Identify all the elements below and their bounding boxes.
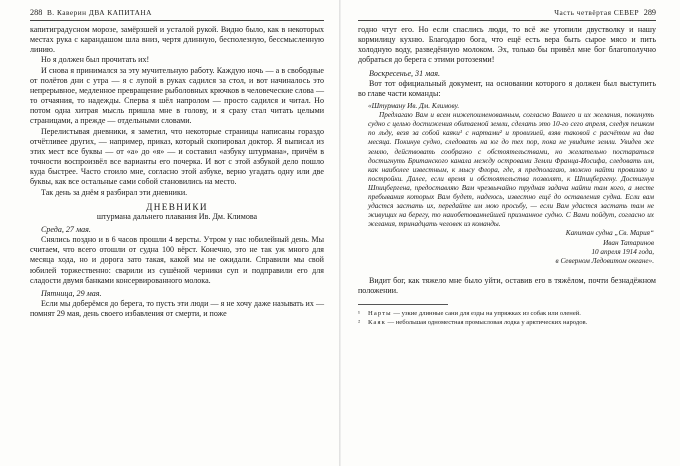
- paragraph: Если мы доберёмся до берега, то пусть эти люди — я не хочу даже называть их — помнят 29 мая, день своего избавления от смерти, и поже: [30, 299, 324, 319]
- left-page-number-and-title: [30, 8, 152, 17]
- footnote-term: Нарты: [368, 310, 392, 318]
- paragraph: годно чтут его. Но если спаслись люди, то всё же утопили двустволку и нашу кормилицу кухню. Благодарю бога, что ещё есть вера быть сырое мясо и пить холодную воду, разведённую молоком. Эх, только бы привёл мне бог благополучно добраться до берега с этими ротозеями!: [358, 25, 656, 65]
- footnote-mark: ²: [358, 319, 360, 327]
- diary-date: Воскресенье, 31 мая.: [369, 68, 441, 78]
- right-running-title: Часть четвёртая СЕВЕР: [554, 8, 640, 17]
- footnote-term: Каяк: [368, 319, 386, 327]
- paragraph: капитиградусном морозе, замёрзшей и усталой рукой. Видно было, как в некоторых местах рука с карандашом шла вниз, чертя длинную, бесполезную, бессмысленную линию.: [30, 25, 324, 55]
- letter-signature-line: 10 апреля 1914 года,: [591, 247, 654, 256]
- letter-body: Предлагаю Вам и всем нижепоименованным, согласно Вашего и их желания, покинуть судно с целью достижения обитаемой земли, сделать это 10-го сего апреля, следуя пешком по льду, везя за собой каяки¹ с нартами² и провизией, взяв таковой с расчётом на два месяца. Покинув судно, следовать на юг до тех пор, пока не увидите земли. Увидев же землю, действовать сообразно с обстоятельствами, но желательно постараться достигнуть Британского канала между островами Земли Франца-Иосифа, следовать им, как наиболее известным, к мысу Флора, где, я предполагаю, можно найти провизию и постройки. Далее, если время и обстоятельства позволят, к Шпицбергену. Достигнув Шпицбергена, предоставляю Вам чрезвычайно трудная задача найти там кого, а месте пребывания которых Вам будет, надеюсь, известно ещё до оставления судна. Если вам удастся застать их, передайте им мою просьбу, — если Вам удастся застать там не живущих на берегу, то наиобетованнейшей признанное судно. С Вами пойдут, согласно их желания, тринадцать человек из команды.: [368, 111, 654, 229]
- paragraph: Видит бог, как тяжело мне было уйти, оставив его в тяжёлом, почти безнадёжном положении.: [358, 275, 656, 295]
- captain-letter: [368, 102, 654, 266]
- left-page-number: 288: [30, 8, 43, 17]
- diary-date: Пятница, 29 мая.: [41, 288, 102, 298]
- letter-signature-line: в Северном Ледовитом океане».: [555, 256, 654, 265]
- paragraph: Вот тот официальный документ, на основании которого я должен был выступить во главе части команды:: [358, 78, 656, 98]
- letter-signature-line: Иван Татаринов: [603, 238, 654, 247]
- footnote: [358, 309, 656, 318]
- left-running-title: В. Каверин ДВА КАПИТАНА: [46, 8, 152, 17]
- paragraph: Но я должен был прочитать их!: [41, 55, 150, 65]
- footnote: [358, 318, 656, 327]
- right-page: [340, 0, 680, 466]
- right-running-head: [358, 8, 656, 21]
- diary-date: Среда, 27 мая.: [41, 224, 91, 234]
- paragraph: Так день за днём я разбирал эти дневники.: [41, 187, 188, 197]
- right-title-and-number: [554, 8, 656, 17]
- paragraph: Перелистывая дневники, я заметил, что некоторые страницы написаны гораздо отчётливее других, — например, приказ, который скопировал доктор. Я выписал из этих мест все буквы — от «а» до «я» — и составил «азбуку штурмана», причём в точности воспроизвёл все варианты его почерка. И вот с этой азбукой дело пошло куда быстрее. Часто стоило мне, согласно этой азбуке, верно угадать одну или две буквы, как все остальные сами собой становились на место.: [30, 126, 324, 187]
- paragraph: Снялись поздно и в 6 часов прошли 4 версты. Утром у нас юбилейный день. Мы считаем, что всего отошли от судна 100 вёрст. Конечно, это не так уж много для месяца хода, но и дорога зато такая, какой мы не ожидали. Справили мы свой юбилей торжественно: сварили из сушёной черники суп и подправили его для сладости двумя банками консервированного молока.: [30, 235, 324, 285]
- diary-heading: ДНЕВНИКИ: [146, 201, 208, 212]
- letter-signature-line: Капитан судна „Св. Мария“: [565, 229, 654, 238]
- right-page-number: 289: [643, 8, 656, 17]
- paragraph: И снова я принимался за эту мучительную работу. Каждую ночь — а в свободные от полётов дни с утра — я с лупой в руках садился за стол, и вот начиналось это непрерывное, медленное превращение рыболовных крючков в человеческие слова — то отчаяния, то надежды. Сперва я шёл напролом — просто садился и читал. Но потом одна хитрая мысль пришла мне в голову, и я сразу стал читать целыми страницами, а прежде — отдельными словами.: [30, 65, 324, 126]
- footnote-rule: [358, 304, 448, 305]
- footnote-text: — узкие длинные сани для езды на упряжках из собак или оленей.: [393, 310, 581, 318]
- diary-subheading: штурмана дальнего плавания Ив. Дм. Климова: [96, 211, 258, 221]
- left-running-head: [30, 8, 324, 21]
- letter-salutation: «Штурману Ив. Дм. Климову.: [368, 102, 460, 111]
- footnote-mark: ¹: [358, 310, 360, 318]
- footnote-text: — небольшая одноместная промысловая лодка у арктических народов.: [387, 319, 588, 327]
